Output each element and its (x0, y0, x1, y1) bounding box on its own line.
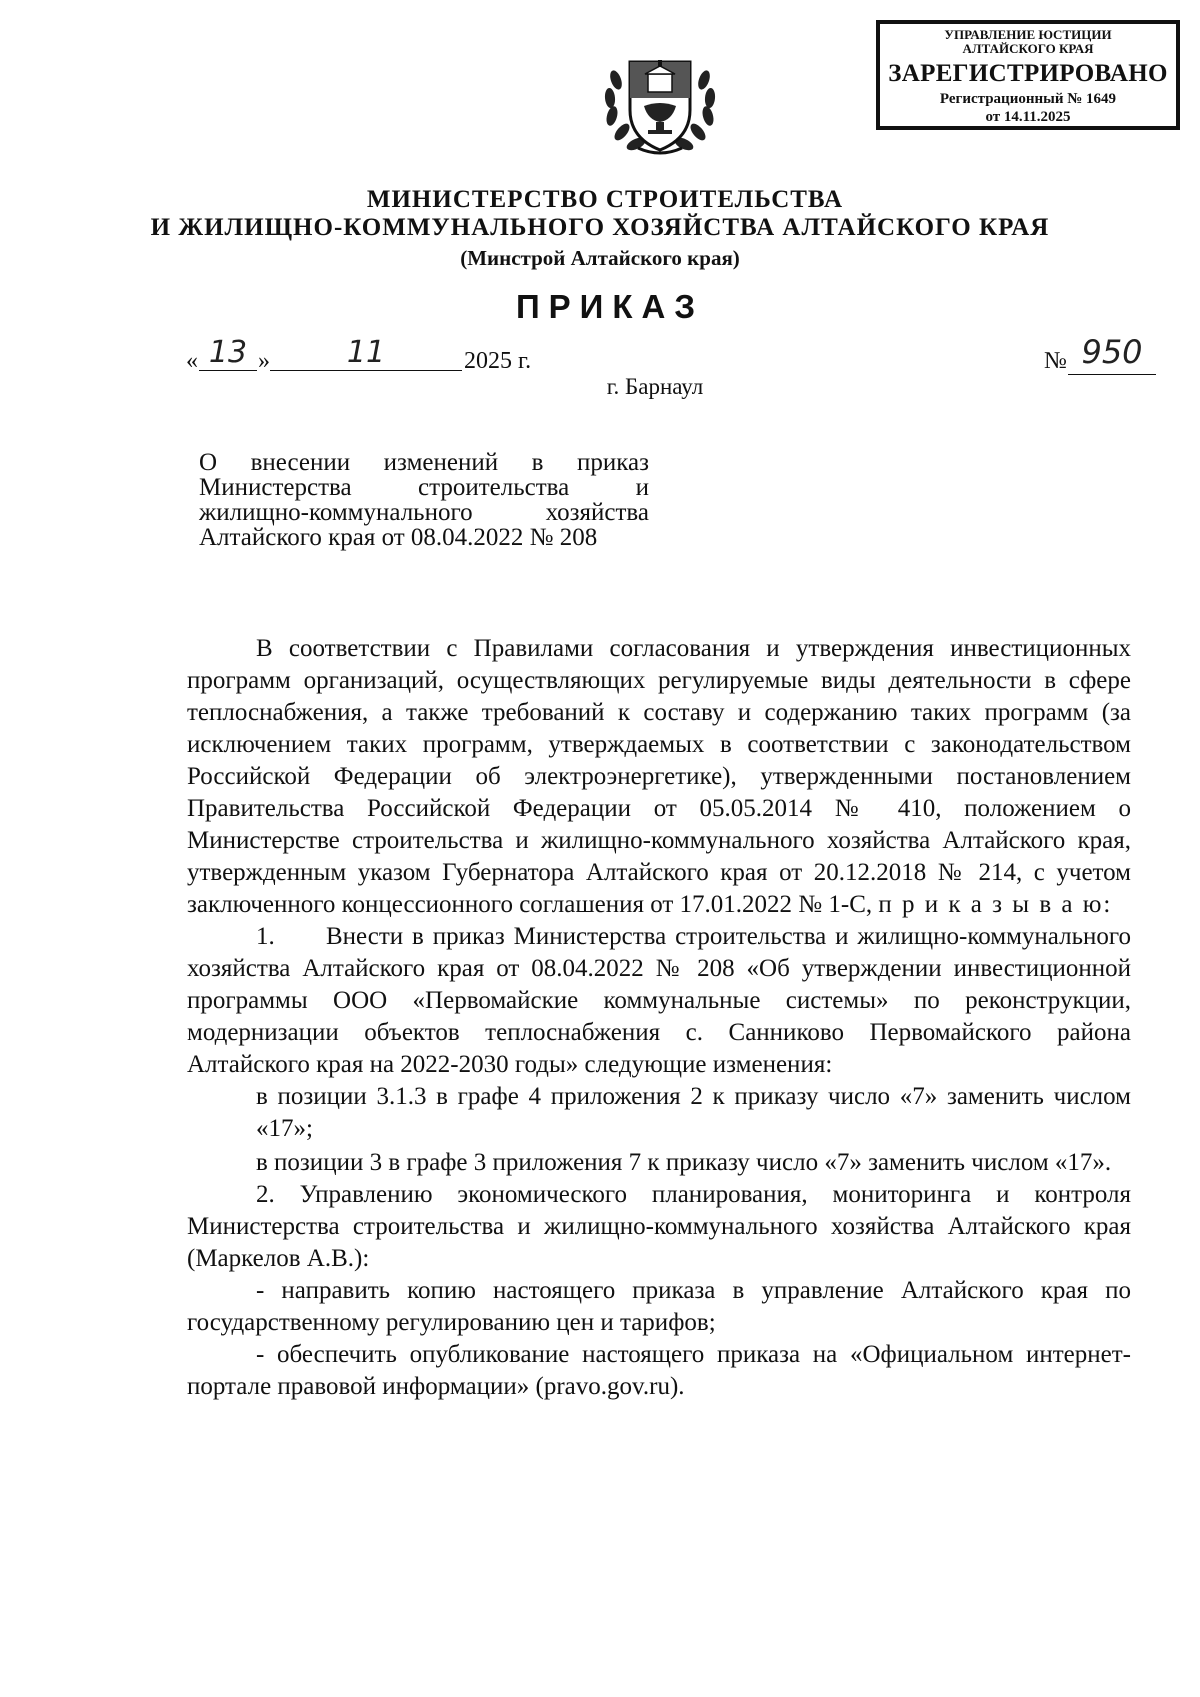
ministry-name-line1: МИНИСТЕРСТВО СТРОИТЕЛЬСТВА (366, 186, 844, 213)
item1-paragraph (187, 921, 1131, 1081)
item1-number: 1. (256, 923, 275, 950)
order-subject (199, 450, 649, 550)
stamp-status: ЗАРЕГИСТРИРОВАНО (888, 60, 1168, 87)
item2-sub2: - обеспечить опубликование настоящего приказа на «Официальном интернет-портале правовой информации» (pravo.gov.ru). (187, 1341, 1131, 1400)
order-year: 2025 г. (464, 348, 532, 374)
stamp-org-line1: УПРАВЛЕНИЕ ЮСТИЦИИ (944, 27, 1112, 42)
order-day: 13 (199, 336, 257, 371)
ministry-header (0, 186, 1200, 272)
stamp-reg-date: от 14.11.2025 (985, 109, 1071, 125)
order-month: 11 (270, 336, 462, 371)
date-quote-open: « (186, 348, 198, 374)
prikazyvayu-word: п р и к а з ы в а ю: (878, 891, 1113, 918)
document-type-title: ПРИКАЗ (515, 288, 705, 325)
preamble-text: В соответствии с Правилами согласования и утверждения инвестиционных программ организаций, осуществляющих регулируемые виды деятельности в сфере теплоснабжения, а также требований к составу и содержанию таких программ (за исключением таких программ, утверждаемых в соответствии с законодательством Российской Федерации об электроэнергетике), утвержденными постановлением Правительства Российской Федерации от 05.05.2014 № 410, положением о Министерстве строительства и жилищно-коммунального хозяйства Алтайского края, утвержденным указом Губернатора Алтайского края от 20.12.2018 № 214, с учетом заключенного концессионного соглашения от 17.01.2022 № 1-С, (187, 635, 1131, 918)
stamp-reg-number: Регистрационный № 1649 (939, 91, 1117, 107)
item1-sub1: в позиции 3.1.3 в графе 4 приложения 2 к приказу число «7» заменить числом «17»; (256, 1083, 1131, 1142)
order-number: 950 (1068, 330, 1156, 375)
order-date-number-line (186, 330, 1196, 380)
item2-sub1: - направить копию настоящего приказа в управление Алтайского края по государственному регулированию цен и тарифов; (187, 1277, 1131, 1336)
item2-paragraph: 2. Управлению экономического планирования, мониторинга и контроля Министерства строительства и жилищно-коммунального хозяйства Алтайского края (Маркелов А.В.): (187, 1181, 1131, 1272)
ministry-name-line2: И ЖИЛИЩНО-КОММУНАЛЬНОГО ХОЗЯЙСТВА АЛТАЙСКОГО КРАЯ (150, 214, 1050, 241)
stamp-org-line2: АЛТАЙСКОГО КРАЯ (962, 41, 1094, 56)
altai-krai-coat-of-arms-icon (598, 40, 722, 158)
registration-stamp (876, 20, 1180, 130)
order-body (187, 633, 1131, 1403)
subject-line1: О внесении изменений в приказ (199, 449, 649, 476)
subject-line2: Министерства строительства и (199, 474, 649, 501)
item1-sub2: в позиции 3 в графе 3 приложения 7 к приказу число «7» заменить числом «17». (256, 1149, 1112, 1176)
subject-line3: жилищно-коммунального хозяйства (199, 499, 649, 526)
order-number-sign: № (1044, 348, 1067, 374)
order-city: г. Барнаул (606, 374, 704, 399)
item1-text: Внести в приказ Министерства строительства и жилищно-коммунального хозяйства Алтайского края от 08.04.2022 № 208 «Об утверждении инвестиционной программы ООО «Первомайские коммунальные системы» по реконструкции, модернизации объектов теплоснабжения с. Санниково Первомайского района Алтайского края на 2022-2030 годы» следующие изменения: (187, 923, 1131, 1078)
subject-line4: Алтайского края от 08.04.2022 № 208 (199, 524, 598, 551)
date-quote-close: » (258, 348, 270, 374)
preamble-paragraph (187, 633, 1131, 921)
ministry-short-name: (Минстрой Алтайского края) (460, 246, 740, 270)
